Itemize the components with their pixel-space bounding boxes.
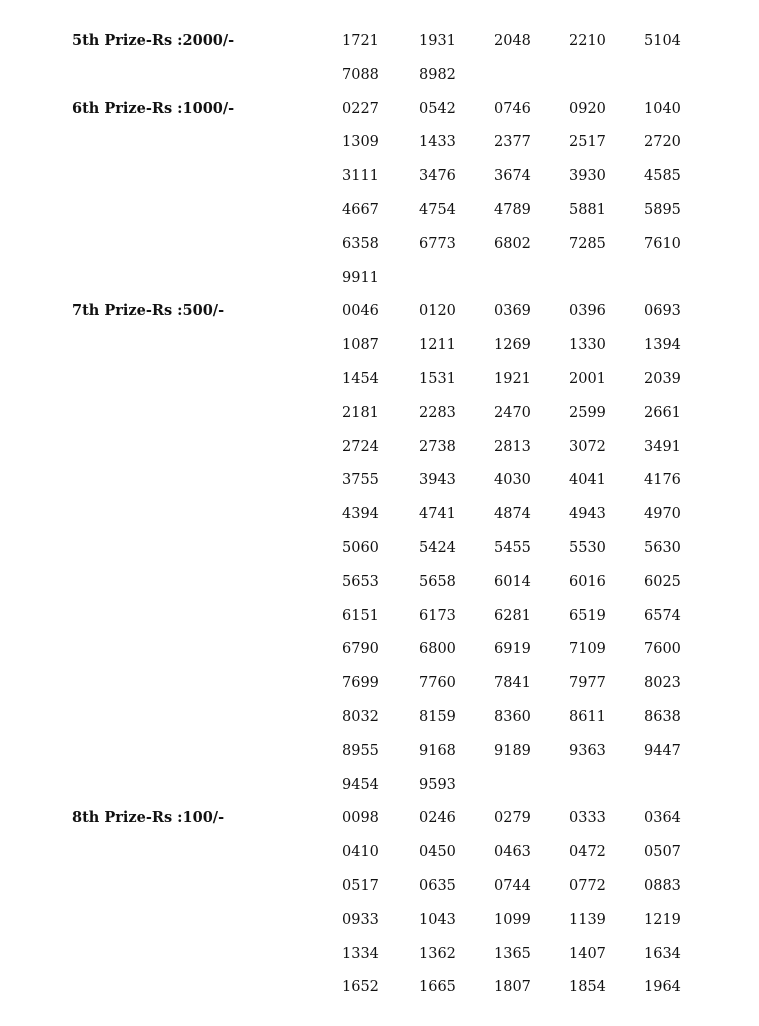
winning-ticket-number: 0772 [569,878,606,894]
winning-ticket-number: 1921 [494,371,531,387]
prize-number-row [0,607,759,641]
winning-ticket-number: 0517 [342,878,379,894]
winning-ticket-number: 4667 [342,202,379,218]
winning-ticket-number: 1219 [644,911,681,928]
winning-ticket-number: 5630 [644,540,681,556]
prize-number-row [0,505,759,539]
winning-ticket-number: 2661 [644,404,681,421]
winning-ticket-number: 0463 [494,844,531,861]
winning-ticket-number: 8611 [569,709,606,725]
winning-ticket-number: 0098 [342,810,379,827]
winning-ticket-number: 7109 [569,641,606,658]
winning-ticket-number: 1531 [419,371,456,387]
winning-ticket-number: 0396 [569,303,606,320]
prize-number-row [0,978,759,1012]
winning-ticket-number: 7977 [569,675,606,692]
winning-ticket-number: 1652 [342,979,379,996]
winning-ticket-number: 6358 [342,235,379,252]
winning-ticket-number: 5104 [644,33,681,49]
prize-tier-label: 6th Prize-Rs :1000/- [72,99,235,117]
winning-ticket-number: 6800 [419,641,456,658]
winning-ticket-number: 3072 [569,438,606,455]
prize-number-row [0,809,759,843]
winning-ticket-number: 4041 [569,472,606,489]
winning-ticket-number: 7600 [644,641,681,658]
winning-ticket-number: 2813 [494,438,531,455]
winning-ticket-number: 1139 [569,911,606,928]
prize-number-row [0,438,759,472]
winning-ticket-number: 0507 [644,844,681,861]
winning-ticket-number: 6802 [494,235,531,252]
winning-ticket-number: 6919 [494,641,531,658]
winning-ticket-number: 6025 [644,573,681,590]
prize-number-row [0,945,759,979]
winning-ticket-number: 5530 [569,540,606,556]
prize-number-row [0,877,759,911]
winning-ticket-number: 0046 [342,303,379,320]
winning-ticket-number: 5424 [419,540,456,556]
winning-ticket-number: 2470 [494,404,531,421]
winning-ticket-number: 6016 [569,573,606,590]
winning-ticket-number: 8955 [342,742,379,759]
prize-number-row [0,235,759,269]
winning-ticket-number: 1665 [419,979,456,996]
winning-ticket-number: 9363 [569,742,606,759]
winning-ticket-number: 3943 [419,472,456,489]
prize-number-row [0,404,759,438]
winning-ticket-number: 6574 [644,607,681,624]
winning-ticket-number: 2283 [419,404,456,421]
winning-ticket-number: 0746 [494,100,531,117]
winning-ticket-number: 6014 [494,573,531,590]
winning-ticket-number: 2724 [342,438,379,455]
winning-ticket-number: 8360 [494,709,531,725]
winning-ticket-number: 5658 [419,573,456,590]
winning-ticket-number: 8159 [419,709,456,725]
winning-ticket-number: 8023 [644,675,681,692]
winning-ticket-number: 2001 [569,371,606,387]
winning-ticket-number: 1211 [419,337,456,354]
winning-ticket-number: 1394 [644,337,681,354]
winning-ticket-number: 4176 [644,472,681,489]
winning-ticket-number: 1807 [494,979,531,996]
winning-ticket-number: 0369 [494,303,531,320]
prize-number-row [0,843,759,877]
winning-ticket-number: 0920 [569,100,606,117]
winning-ticket-number: 1365 [494,945,531,962]
winning-ticket-number: 1634 [644,945,681,962]
winning-ticket-number: 4874 [494,506,531,523]
winning-ticket-number: 8638 [644,709,681,725]
winning-ticket-number: 4970 [644,506,681,523]
prize-number-row [0,708,759,742]
winning-ticket-number: 3476 [419,168,456,185]
prize-number-row [0,911,759,945]
winning-ticket-number: 6773 [419,235,456,252]
winning-ticket-number: 0410 [342,844,379,861]
winning-ticket-number: 1043 [419,911,456,928]
winning-ticket-number: 1334 [342,945,379,962]
winning-ticket-number: 4943 [569,506,606,523]
winning-ticket-number: 4030 [494,472,531,489]
winning-ticket-number: 6173 [419,607,456,624]
winning-ticket-number: 9454 [342,776,379,793]
winning-ticket-number: 2039 [644,371,681,387]
winning-ticket-number: 7841 [494,675,531,692]
winning-ticket-number: 3930 [569,168,606,185]
winning-ticket-number: 2181 [342,404,379,421]
prize-number-row [0,302,759,336]
winning-ticket-number: 1964 [644,979,681,996]
winning-ticket-number: 9911 [342,269,379,286]
prize-number-row [0,32,759,66]
winning-ticket-number: 0472 [569,844,606,861]
winning-ticket-number: 4741 [419,506,456,523]
prize-number-row [0,776,759,810]
winning-ticket-number: 1362 [419,945,456,962]
winning-ticket-number: 1040 [644,100,681,117]
winning-ticket-number: 0744 [494,878,531,894]
winning-ticket-number: 2720 [644,134,681,151]
winning-ticket-number: 3755 [342,472,379,489]
winning-ticket-number: 6790 [342,641,379,658]
winning-ticket-number: 1309 [342,134,379,151]
winning-ticket-number: 2377 [494,134,531,151]
winning-ticket-number: 4394 [342,506,379,523]
prize-number-row [0,370,759,404]
winning-ticket-number: 6151 [342,607,379,624]
prize-number-row [0,674,759,708]
winning-ticket-number: 3491 [644,438,681,455]
prize-number-row [0,539,759,573]
winning-ticket-number: 8032 [342,709,379,725]
winning-ticket-number: 1269 [494,337,531,354]
prize-number-row [0,336,759,370]
winning-ticket-number: 4585 [644,168,681,185]
winning-ticket-number: 8982 [419,66,456,83]
prize-tier-label: 5th Prize-Rs :2000/- [72,32,235,49]
winning-ticket-number: 1330 [569,337,606,354]
winning-ticket-number: 0635 [419,878,456,894]
prize-number-row [0,269,759,303]
winning-ticket-number: 9168 [419,742,456,759]
winning-ticket-number: 9189 [494,742,531,759]
winning-ticket-number: 7088 [342,66,379,83]
winning-ticket-number: 7610 [644,235,681,252]
winning-ticket-number: 9447 [644,742,681,759]
winning-ticket-number: 1099 [494,911,531,928]
winning-ticket-number: 7760 [419,675,456,692]
winning-ticket-number: 5653 [342,573,379,590]
winning-ticket-number: 0279 [494,810,531,827]
winning-ticket-number: 2210 [569,33,606,49]
prize-number-row [0,742,759,776]
winning-ticket-number: 1721 [342,33,379,49]
winning-ticket-number: 5060 [342,540,379,556]
winning-ticket-number: 7285 [569,235,606,252]
winning-ticket-number: 5881 [569,202,606,218]
prize-number-row [0,100,759,134]
winning-ticket-number: 0364 [644,810,681,827]
winning-ticket-number: 1087 [342,337,379,354]
winning-ticket-number: 4754 [419,202,456,218]
winning-ticket-number: 7699 [342,675,379,692]
winning-ticket-number: 9593 [419,776,456,793]
winning-ticket-number: 6519 [569,607,606,624]
winning-ticket-number: 0933 [342,911,379,928]
winning-ticket-number: 2048 [494,33,531,49]
winning-ticket-number: 0120 [419,303,456,320]
prize-number-row [0,640,759,674]
winning-ticket-number: 2517 [569,134,606,151]
winning-ticket-number: 1454 [342,371,379,387]
winning-ticket-number: 0883 [644,878,681,894]
winning-ticket-number: 3674 [494,168,531,185]
winning-ticket-number: 6281 [494,607,531,624]
winning-ticket-number: 0542 [419,100,456,117]
winning-ticket-number: 2738 [419,438,456,455]
winning-ticket-number: 1931 [419,33,456,49]
winning-ticket-number: 1854 [569,979,606,996]
winning-ticket-number: 2599 [569,404,606,421]
winning-ticket-number: 0227 [342,100,379,117]
prize-number-row [0,201,759,235]
winning-ticket-number: 0333 [569,810,606,827]
prize-tier-label: 7th Prize-Rs :500/- [72,302,225,320]
winning-ticket-number: 0450 [419,844,456,861]
prize-tier-label: 8th Prize-Rs :100/- [72,809,225,827]
winning-ticket-number: 1433 [419,134,456,151]
winning-ticket-number: 0693 [644,303,681,320]
winning-ticket-number: 5455 [494,540,531,556]
prize-number-row [0,573,759,607]
prize-number-row [0,167,759,201]
winning-ticket-number: 0246 [419,810,456,827]
prize-number-row [0,66,759,100]
winning-ticket-number: 3111 [342,168,379,185]
winning-ticket-number: 5895 [644,202,681,218]
prize-number-row [0,471,759,505]
winning-ticket-number: 1407 [569,945,606,962]
prize-number-row [0,133,759,167]
winning-ticket-number: 4789 [494,202,531,218]
